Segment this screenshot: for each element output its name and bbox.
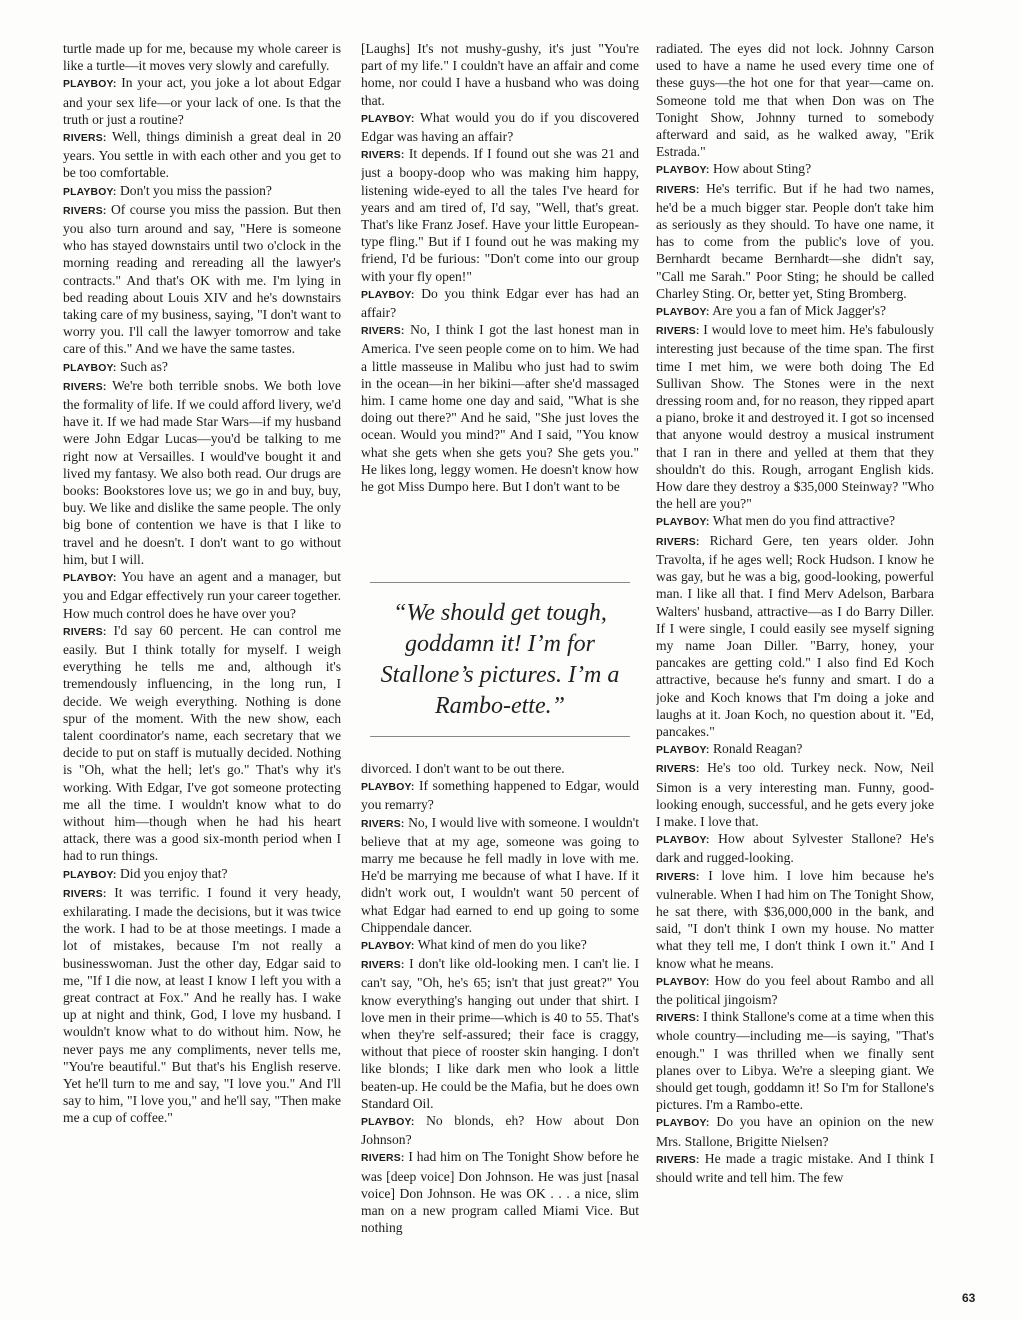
speaker-label: PLAYBOY: (656, 307, 710, 319)
paragraph-text: Don't you miss the passion? (119, 182, 272, 198)
speaker-label: PLAYBOY: (63, 362, 117, 374)
column-2-top (361, 40, 639, 580)
paragraph (656, 302, 934, 321)
paragraph (63, 377, 341, 568)
paragraph-text: I had him on The Tonight Show before he was [deep voice] Don Johnson. He was just [nasal voice] Don Johnson. He was OK . . . a nice, slim man on a new program called Miami Vice. But nothing (361, 1149, 639, 1236)
speaker-label: PLAYBOY: (656, 165, 710, 177)
paragraph (656, 321, 934, 512)
paragraph (656, 1150, 934, 1186)
speaker-label: RIVERS: (63, 133, 107, 145)
speaker-label: RIVERS: (656, 326, 700, 338)
paragraph (656, 759, 934, 830)
paragraph-text: How do you feel about Rambo and all the political jingoism? (656, 972, 934, 1007)
paragraph (656, 867, 934, 972)
paragraph-text: How about Sting? (712, 161, 812, 177)
paragraph (361, 777, 639, 813)
paragraph-text: It depends. If I found out she was 21 and just a boopy-doop who was making him happy, listening wide-eyed to all the tales I've heard for years and am tired of, I'd say, "Well, that's great. That's like Franz Josef. Have your little European-type fling." But if I found out he was making my friend, I'd be furious: "Don't come into our group with your fly open!" (361, 146, 639, 284)
paragraph-text: If something happened to Edgar, would you remarry? (361, 778, 639, 813)
speaker-label: RIVERS: (361, 818, 405, 830)
speaker-label: RIVERS: (361, 1153, 405, 1165)
paragraph-text: What would you do if you discovered Edgar was having an affair? (361, 109, 639, 145)
paragraph-text: Of course you miss the passion. But then you also turn around and say, "Here is someone who has stayed downstairs until two o'clock in the morning reading and rereading all the lawyer's contracts." And that's OK with me. I'm lying in bed reading about Louis XIV and he's downstairs taking care of my business, saying, "I don't want to worry you. I'll call the lawyer tomorrow and take care of this." And we have the same tastes. (63, 201, 341, 357)
paragraph (63, 358, 341, 377)
paragraph (361, 145, 639, 285)
speaker-label: RIVERS: (656, 536, 700, 548)
paragraph-text: I'd say 60 percent. He can control me easily. But I think totally for myself. I weigh everything he tells me and, although it's tremendously influencing, in the long run, I decide. We weigh everything. Nothing is done spur of the moment. With the new show, each talent coordinator's name, each secretary that we decide to put on staff is mutually decided. Nothing is "Oh, what the hell; let's go." That's why it's working. With Edgar, I've got someone protecting me all the time. I wouldn't know what to do without him—though when he had his heart attack, there was a good six-month period when I had to run things. (63, 622, 341, 864)
speaker-label: RIVERS: (656, 1154, 700, 1166)
paragraph (656, 1113, 934, 1149)
speaker-label: PLAYBOY: (361, 1117, 415, 1129)
paragraph-text: How about Sylvester Stallone? He's dark and rugged-looking. (656, 831, 934, 866)
speaker-label: PLAYBOY: (361, 289, 415, 301)
paragraph-text: turtle made up for me, because my whole career is like a turtle—it moves very slowly and carefully. (63, 41, 341, 74)
paragraph-text: I think Stallone's come at a time when this whole country—including me—is saying, "That's enough." I was thrilled when we finally sent planes over to Libya. We're a sleeping giant. We should get tough, goddamn it! So I'm for Stallone's pictures. I'm a Rambo-ette. (656, 1009, 934, 1113)
pull-quote-top-rule (370, 582, 630, 583)
paragraph-text: No, I would live with someone. I wouldn't believe that at my age, someone was going to marry me because he fell madly in love with me. He'd be marrying me because of what I have. If it didn't work out, I wouldn't want 50 percent of what Edgar had earned to end up going to some Chippendale dancer. (361, 814, 639, 935)
paragraph-text: You have an agent and a manager, but you and Edgar effectively run your career together. How much control does he have over you? (63, 569, 341, 621)
paragraph-text: We're both terrible snobs. We both love the formality of life. If we could afford livery, we'd have it. If we had made Star Wars—if my husband were John Edgar Lucas—you'd be talking to me right now at Versailles. I would've bought it and lived my fantasy. We also both read. Our drugs are books: Bookstores love us; we go in and buy, buy, buy. We like and dislike the same people. The only big bone of contention we have is that I like to travel and he doesn't. I don't want to go without him, but I will. (63, 377, 341, 567)
paragraph-text: [Laughs] It's not mushy-gushy, it's just "You're part of my life." I couldn't have an affair and come home, nor could I have a husband who was doing that. (361, 41, 639, 108)
page-number: 63 (962, 1291, 976, 1305)
speaker-label: RIVERS: (656, 871, 700, 883)
paragraph (361, 1112, 639, 1148)
speaker-label: PLAYBOY: (63, 79, 117, 91)
paragraph-text: Are you a fan of Mick Jagger's? (712, 303, 887, 319)
speaker-label: PLAYBOY: (361, 941, 415, 953)
speaker-label: PLAYBOY: (361, 113, 415, 125)
speaker-label: RIVERS: (361, 326, 405, 338)
paragraph-text: divorced. I don't want to be out there. (361, 761, 565, 776)
paragraph-text: Do you think Edgar ever has had an affair? (361, 285, 639, 321)
speaker-label: RIVERS: (361, 150, 405, 162)
paragraph (361, 760, 639, 777)
paragraph-text: Do you have an opinion on the new Mrs. Stallone, Brigitte Nielsen? (656, 1114, 934, 1149)
paragraph (63, 884, 341, 1127)
paragraph (63, 568, 341, 622)
paragraph (63, 622, 341, 865)
speaker-label: RIVERS: (63, 888, 107, 900)
speaker-label: PLAYBOY: (656, 976, 710, 988)
speaker-label: PLAYBOY: (656, 1118, 710, 1130)
paragraph (63, 201, 341, 358)
paragraph (361, 936, 639, 955)
paragraph-text: radiated. The eyes did not lock. Johnny Carson used to have a name he used every time one of these guys—the hot one for that year—came on. Someone told me that when Don was on The Tonight Show, Johnny turned to somebody afterward and said, as he walked away, "Erik Estrada." (656, 41, 934, 160)
paragraph-text: Richard Gere, ten years older. John Travolta, if he ages well; Rock Hudson. I know he was gay, but he was a big, good-looking, powerful man. I like all that. I find Merv Adelson, Barbara Walters' husband, attractive—as I do Barry Diller. If I were single, I could easily see myself signing my name Joan Diller. "Barry, honey, your pancakes are getting cold." I also find Ed Koch attractive, because he's funny and smart. I do a joke and Koch knows that I'm doing a joke and laughs at it. Joan Koch, no question about it. "Ed, pancakes." (656, 532, 934, 739)
speaker-label: PLAYBOY: (63, 869, 117, 881)
paragraph (656, 180, 934, 302)
paragraph (656, 972, 934, 1008)
speaker-label: RIVERS: (656, 184, 700, 196)
paragraph (361, 1148, 639, 1236)
column-2-bottom (361, 760, 639, 1288)
paragraph (361, 285, 639, 321)
speaker-label: PLAYBOY: (656, 745, 710, 757)
paragraph (63, 128, 341, 182)
paragraph-text: Such as? (119, 358, 168, 374)
paragraph-text: No, I think I got the last honest man in America. I've seen people come on to him. We had a little masseuse in Malibu who just had to swim in the ocean—in her bikini—after she'd massaged him. I came home one day and said, "What is she doing out there?" And he said, "She just loves the ocean. Would you mind?" And I said, "You know what she gets when she gets you? She gets you." He likes long, leggy women. He doesn't know how he got Miss Dumpo here. But I don't want to be (361, 322, 639, 495)
paragraph-text: I would love to meet him. He's fabulously interesting just because of the time span. The first time I met him, we were both doing The Ed Sullivan Show. The Stones were in the next dressing room and, for no reason, they ripped apart a piano, broke it and destroyed it. I got so incensed that anyone would destroy a musical instrument that I ran in there and yelled at them that they shouldn't do this. Rough, arrogant English kids. How dare they destroy a $35,000 Steinway? "Who the hell are you?" (656, 322, 934, 512)
speaker-label: RIVERS: (656, 764, 700, 776)
speaker-label: PLAYBOY: (63, 186, 117, 198)
column-1 (63, 40, 341, 1288)
paragraph-text: Did you enjoy that? (119, 865, 228, 881)
paragraph (656, 40, 934, 160)
paragraph-text: Ronald Reagan? (712, 741, 803, 757)
paragraph (63, 182, 341, 201)
paragraph (63, 865, 341, 884)
pull-quote-bottom-rule (370, 736, 630, 737)
paragraph-text: Well, things diminish a great deal in 20 years. You settle in with each other and you get to be too comfortable. (63, 129, 341, 181)
paragraph (361, 814, 639, 936)
column-3 (656, 40, 934, 1288)
speaker-label: PLAYBOY: (361, 782, 415, 794)
paragraph-text: No blonds, eh? How about Don Johnson? (361, 1113, 639, 1148)
paragraph-text: I don't like old-looking men. I can't lie. I can't say, "Oh, he's 65; isn't that just great?" You know everything's hanging out under that shirt. I love men in their prime—which is 40 to 55. That's when they're self-assured; their face is craggy, without that piece of rooster skin hanging. I don't like blonds; I like dark men who look a little beaten-up. He could be the Mafia, but he does own Standard Oil. (361, 956, 639, 1111)
speaker-label: RIVERS: (361, 960, 405, 972)
paragraph (656, 1008, 934, 1113)
paragraph (656, 160, 934, 179)
paragraph (361, 955, 639, 1112)
speaker-label: RIVERS: (63, 381, 107, 393)
paragraph (63, 74, 341, 128)
paragraph (656, 512, 934, 531)
paragraph (361, 40, 639, 109)
speaker-label: PLAYBOY: (656, 517, 710, 529)
pull-quote: “We should get tough, goddamn it! I’m for Stallone’s pictures. I’m a Rambo-ette.” (380, 600, 620, 719)
paragraph-text: What kind of men do you like? (417, 937, 587, 953)
paragraph (656, 830, 934, 866)
speaker-label: RIVERS: (63, 626, 107, 638)
paragraph-text: He's too old. Turkey neck. Now, Neil Simon is a very interesting man. Funny, good-looking enough, successful, and he gets every joke I make. I love that. (656, 760, 934, 829)
paragraph-text: In your act, you joke a lot about Edgar and your sex life—or your lack of one. Is that the truth or just a routine? (63, 75, 341, 127)
paragraph (63, 40, 341, 74)
paragraph (361, 109, 639, 145)
paragraph (656, 740, 934, 759)
speaker-label: RIVERS: (63, 205, 107, 217)
paragraph-text: What men do you find attractive? (712, 513, 896, 529)
paragraph (656, 532, 934, 740)
paragraph-text: It was terrific. I found it very heady, exhilarating. I made the decisions, but it was twice the work. I had to be at those meetings. I made a lot of mistakes, because I'm not really a businesswoman. Just the other day, Edgar said to me, "If I die now, at least I know I left you with a great contract at Fox." And he really has. I wake up at night and think, God, I love my husband. I wouldn't know what to do without him. Now, he never pays me any compliments, never tells me, "You're beautiful." But that's his English reserve. Yet he'll turn to me and say, "I love you." And I'll say to him, "I love you," and he'll say, "Then make me a cup of coffee." (63, 884, 341, 1126)
speaker-label: PLAYBOY: (656, 835, 710, 847)
paragraph-text: He made a tragic mistake. And I think I should write and tell him. The few (656, 1150, 934, 1185)
speaker-label: PLAYBOY: (63, 573, 117, 585)
paragraph (361, 321, 639, 495)
speaker-label: RIVERS: (656, 1013, 700, 1025)
paragraph-text: I love him. I love him because he's vulnerable. When I had him on The Tonight Show, he sat there, with $36,000,000 in the bank, and said, "I don't think I own my house. No matter what they tell me, I don't think I own it." And I know what he means. (656, 867, 934, 971)
paragraph-text: He's terrific. But if he had two names, he'd be a much bigger star. People don't take him as seriously as they should. To have one name, it has to come from the public's love of you. Bernhardt became Bernhardt—she didn't say, "Call me Sarah." Poor Sting; he should be called Charley Sting. Or, better yet, Sting Bromberg. (656, 180, 934, 301)
